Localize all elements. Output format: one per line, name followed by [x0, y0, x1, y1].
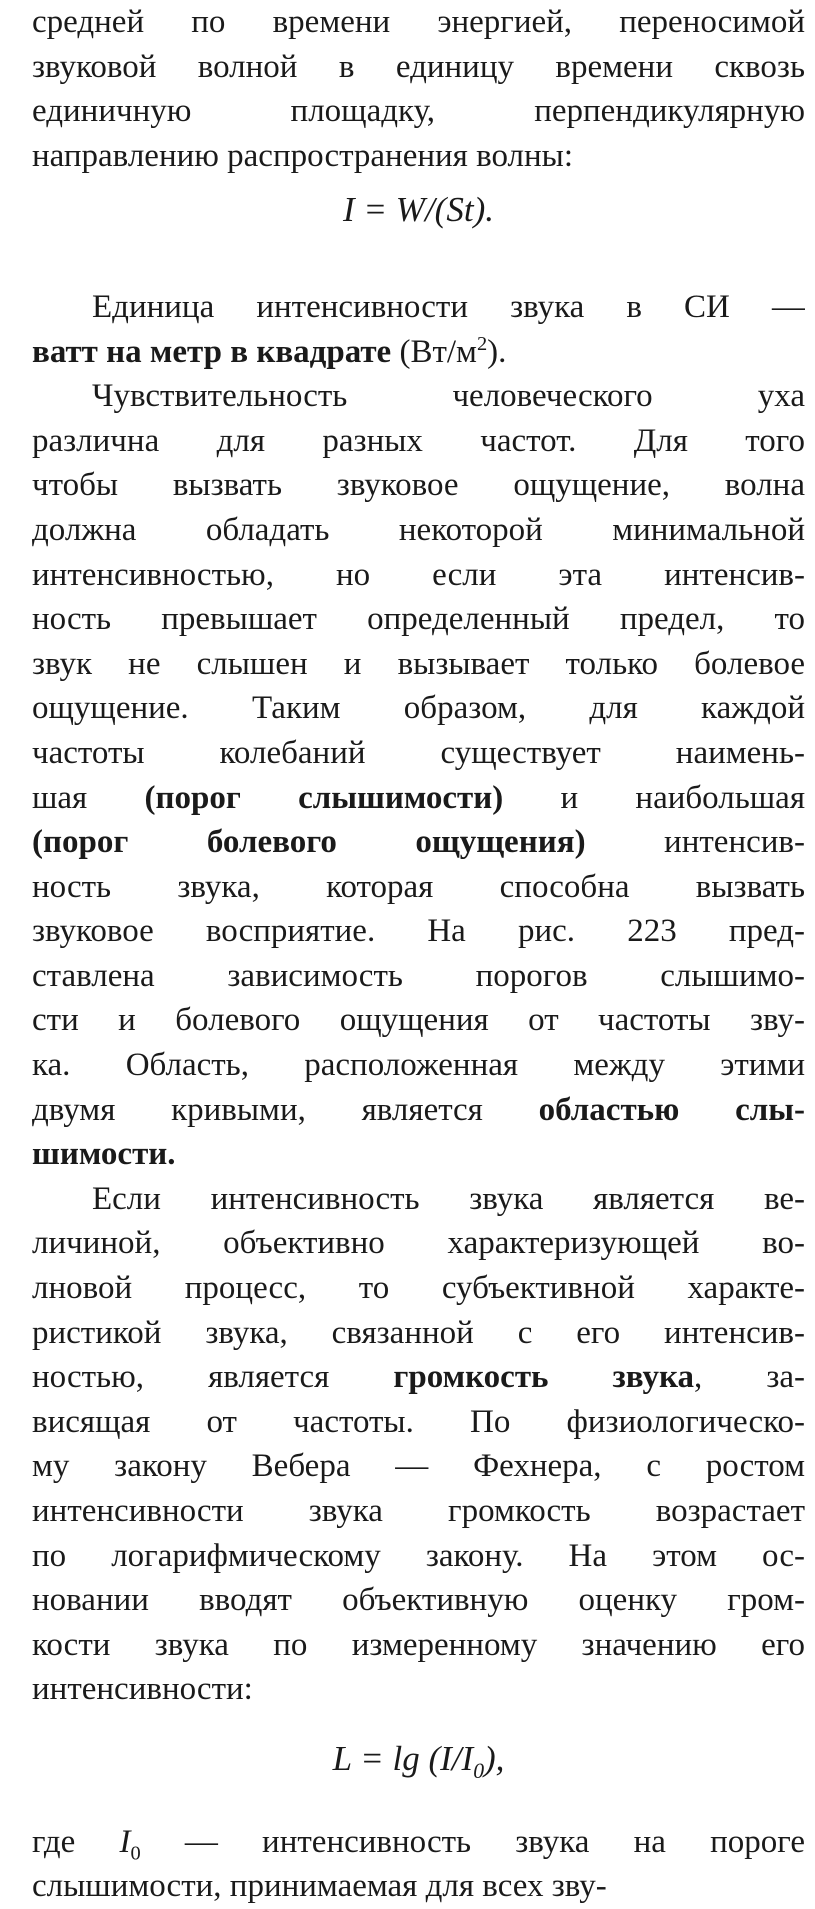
text-line — [32, 1578, 805, 1623]
text-line — [32, 1221, 805, 1266]
text-line — [32, 1623, 805, 1668]
text-run: чтобы вызвать звуковое ощущение, волна — [32, 467, 805, 504]
text-line — [32, 820, 805, 865]
text-line — [32, 1820, 805, 1865]
text-run: ность превышает определенный предел, то — [32, 601, 805, 638]
text-run: Единица интенсивности звука в СИ — — [92, 288, 805, 325]
text-run: где — [32, 1823, 120, 1860]
text-run: висящая от частоты. По физиологическо- — [32, 1403, 805, 1440]
text-line — [32, 776, 805, 821]
text-line — [32, 686, 805, 731]
text-run: личиной, объективно характеризующей во- — [32, 1225, 805, 1262]
paragraph-threshold-definition — [32, 1820, 805, 1909]
text-line — [32, 374, 805, 419]
text-line — [32, 508, 805, 553]
text-line — [32, 1400, 805, 1445]
text-run: ставлена зависимость порогов слышимо- — [32, 957, 805, 994]
text-line — [32, 1534, 805, 1579]
text-line — [32, 1667, 805, 1712]
superscript: 2 — [476, 332, 488, 355]
text-run: ность звука, которая способна вызвать — [32, 868, 805, 905]
text-run: , за- — [694, 1359, 805, 1396]
subscript: 0 — [473, 1758, 485, 1783]
text-run: кости звука по измеренному значению его — [32, 1626, 805, 1663]
paragraph-ear-sensitivity — [32, 374, 805, 1177]
text-run: направлению распространения волны: — [32, 137, 574, 174]
formula-loudness-level — [32, 1712, 805, 1820]
text-line — [32, 330, 805, 375]
formula-intensity: I = W/(St). — [343, 190, 494, 230]
text-line — [32, 0, 805, 45]
text-run: ощущение. Таким образом, для каждой — [32, 690, 805, 727]
text-line — [32, 419, 805, 464]
text-line — [32, 1311, 805, 1356]
text-run: должна обладать некоторой минимальной — [32, 511, 805, 548]
subscript: 0 — [130, 1842, 141, 1865]
text-run: — интенсивность звука на пороге — [140, 1823, 805, 1860]
text-run: I — [119, 1823, 131, 1860]
text-line — [32, 1355, 805, 1400]
text-line — [32, 1266, 805, 1311]
text-line — [32, 1043, 805, 1088]
text-run: му закону Вебера — Фехнера, с ростом — [32, 1448, 805, 1485]
text-run: шая — [32, 779, 145, 816]
text-run: интенсивностью, но если эта интенсив- — [32, 556, 805, 593]
text-line — [32, 909, 805, 954]
bold-term: громкость звука — [393, 1359, 695, 1396]
text-run: Чувствительность человеческого уха — [92, 378, 805, 415]
text-run: звуковой волной в единицу времени сквозь — [32, 48, 805, 85]
text-line — [32, 45, 805, 90]
text-run: Если интенсивность звука является ве- — [92, 1180, 805, 1217]
text-run: лновой процесс, то субъективной характе- — [32, 1270, 805, 1307]
text-run: по логарифмическому закону. На этом ос- — [32, 1537, 805, 1574]
text-run: звуковое восприятие. На рис. 223 пред- — [32, 913, 805, 950]
text-line — [32, 1088, 805, 1133]
text-run: сти и болевого ощущения от частоты зву- — [32, 1002, 805, 1039]
text-run: интенсивности: — [32, 1671, 253, 1708]
text-line — [32, 1177, 805, 1222]
text-line — [32, 597, 805, 642]
text-run: частоты колебаний существует наимень- — [32, 734, 805, 771]
text-run: интенсив- — [585, 824, 805, 861]
text-line — [32, 642, 805, 687]
text-run: интенсивности звука громкость возрастает — [32, 1493, 805, 1529]
text-line — [32, 1444, 805, 1489]
text-run: ка. Область, расположенная между этими — [32, 1047, 805, 1084]
text-line — [32, 998, 805, 1043]
text-line — [32, 285, 805, 330]
text-run: слышимости, принимаемая для всех зву- — [32, 1868, 607, 1905]
bold-term: ватт на метр в квадрате — [32, 333, 392, 370]
text-line — [32, 865, 805, 910]
bold-term: областью слы- — [538, 1091, 805, 1128]
bold-term: (порог болевого ощущения) — [32, 824, 586, 861]
text-run: (Вт/м — [391, 333, 477, 370]
text-run: средней по времени энергией, переносимой — [32, 4, 805, 40]
text-run: L = lg (I/I — [332, 1738, 474, 1778]
text-run: и наибольшая — [503, 779, 805, 816]
text-line — [32, 1132, 805, 1177]
text-run: новании вводят объективную оценку гром- — [32, 1582, 805, 1619]
text-line — [32, 89, 805, 134]
text-run: звук не слышен и вызывает только болевое — [32, 645, 805, 682]
paragraph-si-unit — [32, 285, 805, 374]
bold-term: шимости. — [32, 1136, 176, 1173]
text-line — [32, 553, 805, 598]
text-line — [32, 134, 805, 179]
text-run: различна для разных частот. Для того — [32, 422, 805, 459]
text-line — [32, 463, 805, 508]
text-line — [32, 1489, 805, 1534]
text-run: ристикой звука, связанной с его интенсив- — [32, 1314, 805, 1351]
text-run: единичную площадку, перпендикулярную — [32, 93, 805, 130]
text-line — [32, 1864, 805, 1909]
text-line — [32, 954, 805, 999]
paragraph-intensity-definition-end — [32, 0, 805, 178]
text-run: ). — [487, 333, 507, 370]
text-run: двумя кривыми, является — [32, 1091, 539, 1128]
text-run: ), — [484, 1738, 505, 1778]
text-line — [32, 731, 805, 776]
paragraph-loudness — [32, 1177, 805, 1712]
bold-term: (порог слышимости) — [144, 779, 504, 816]
text-run: ностью, является — [32, 1359, 394, 1396]
